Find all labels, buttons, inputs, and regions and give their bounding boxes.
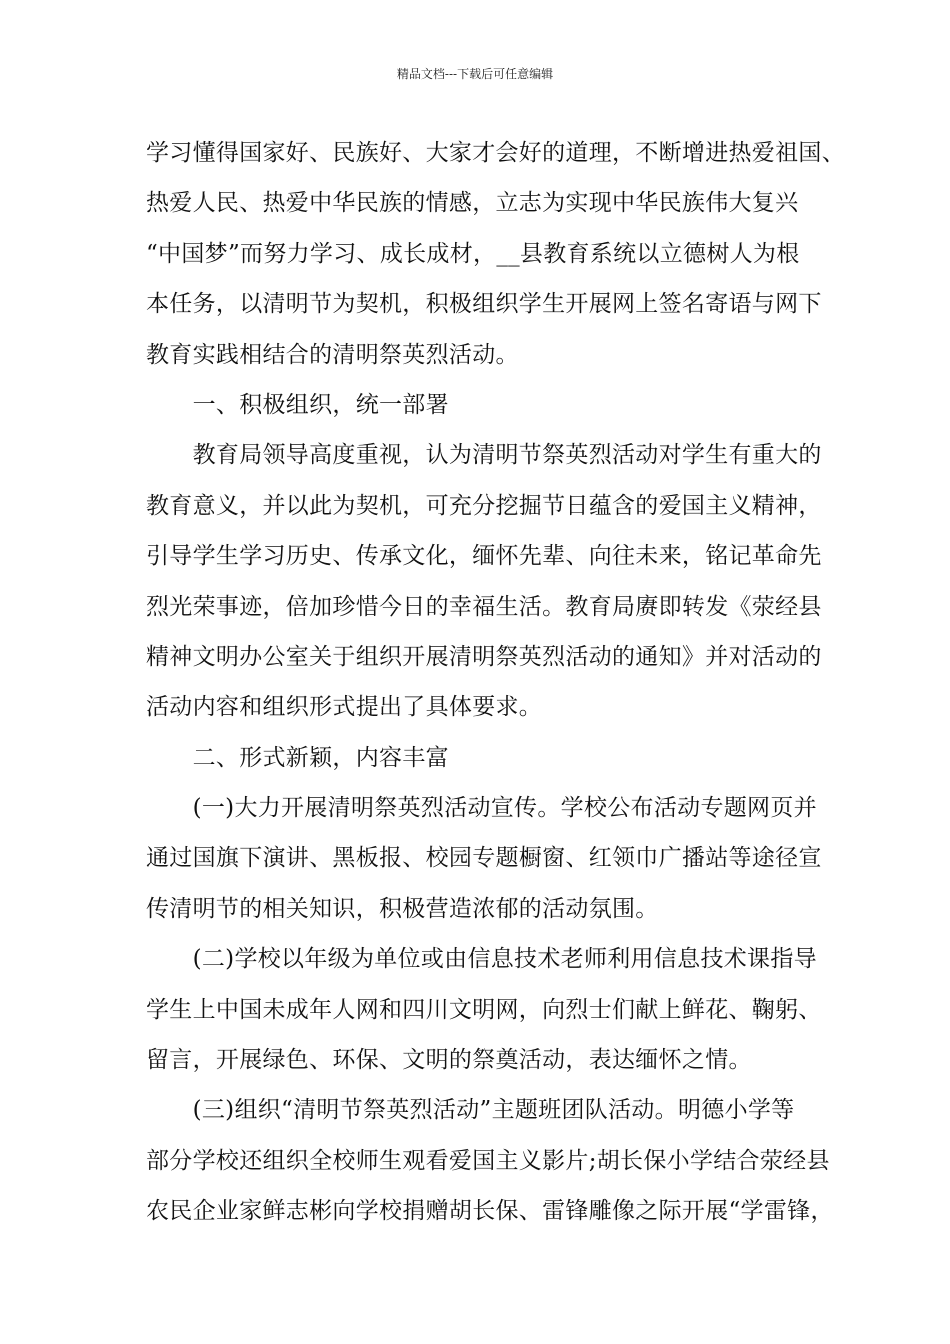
text-line: 本任务，以清明节为契机，积极组织学生开展网上签名寄语与网下	[146, 291, 822, 318]
text-line: 通过国旗下演讲、黑板报、校园专题橱窗、红领巾广播站等途径宣	[146, 845, 822, 872]
text-line: 教育局领导高度重视，认为清明节祭英烈活动对学生有重大的	[146, 442, 822, 469]
text-line: 农民企业家鲜志彬向学校捐赠胡长保、雷锋雕像之际开展“学雷锋，	[146, 1198, 834, 1225]
section-heading-2: 二、形式新颖，内容丰富	[146, 744, 449, 771]
text-line: 教育意义，并以此为契机，可充分挖掘节日蕴含的爱国主义精神，	[146, 492, 822, 519]
text-line: 传清明节的相关知识，积极营造浓郁的活动氛围。	[146, 895, 659, 922]
text-line: 精神文明办公室关于组织开展清明祭英烈活动的通知》并对活动的	[146, 643, 822, 670]
text-line: 热爱人民、热爱中华民族的情感，立志为实现中华民族伟大复兴	[146, 190, 799, 217]
text-line: (二)学校以年级为单位或由信息技术老师利用信息技术课指导	[146, 946, 817, 973]
text-line: 引导学生学习历史、传承文化，缅怀先辈、向往未来，铭记革命先	[146, 543, 822, 570]
text-line: 学习懂得国家好、民族好、大家才会好的道理，不断增进热爱祖国、	[146, 140, 845, 166]
text-line: 教育实践相结合的清明祭英烈活动。	[146, 341, 519, 368]
text-line: “中国梦”而努力学习、成长成材，__县教育系统以立德树人为根	[146, 240, 800, 267]
document-body	[146, 128, 845, 1237]
text-line: (三)组织“清明节祭英烈活动”主题班团队活动。明德小学等	[146, 1097, 795, 1124]
text-line: 部分学校还组织全校师生观看爱国主义影片;胡长保小学结合荥经县	[146, 1147, 830, 1174]
text-line: 留言，开展绿色、环保、文明的祭奠活动，表达缅怀之情。	[146, 1047, 752, 1074]
page-header: 精品文档---下载后可任意编辑	[396, 67, 554, 81]
text-line: 烈光荣事迹，倍加珍惜今日的幸福生活。教育局赓即转发《荥经县	[146, 593, 822, 620]
text-line: 活动内容和组织形式提出了具体要求。	[146, 694, 543, 721]
section-heading-1: 一、积极组织，统一部署	[146, 391, 449, 418]
text-line: (一)大力开展清明祭英烈活动宣传。学校公布活动专题网页并	[146, 795, 817, 822]
text-line: 学生上中国未成年人网和四川文明网，向烈士们献上鲜花、鞠躬、	[146, 996, 822, 1023]
